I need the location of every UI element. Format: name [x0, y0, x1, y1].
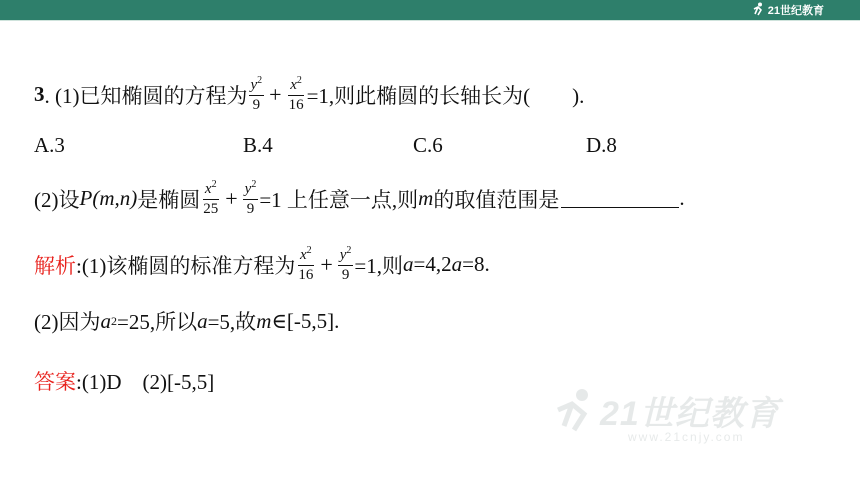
- plus-sign: +: [225, 185, 238, 211]
- plus-sign: +: [269, 81, 282, 107]
- analysis-line1-suffix-c: =8.: [462, 252, 490, 276]
- frac-den: 9: [252, 97, 261, 113]
- analysis-line1-suffix-b: =4,2: [413, 252, 452, 276]
- answer-line: [34, 366, 214, 396]
- analysis-line2-a: (2)因为: [34, 310, 101, 334]
- watermark: [548, 386, 838, 446]
- frac-den: 9: [246, 201, 255, 217]
- question-part2-mid: 是椭圆: [137, 187, 201, 212]
- question-part1-prefix: . (1)已知椭圆的方程为: [44, 83, 248, 108]
- fraction-y2-over-9: [249, 76, 265, 113]
- a-variable: a: [451, 252, 463, 276]
- frac-num-var: x: [204, 181, 212, 197]
- point-args: (m,n): [92, 186, 138, 210]
- frac-den: 25: [203, 201, 219, 217]
- a-variable: a: [100, 308, 111, 333]
- analysis-line1-suffix-a: =1,则: [354, 253, 404, 278]
- option-a: A.3: [34, 133, 65, 157]
- frac-den: 16: [298, 267, 314, 283]
- analysis-line2-b: =25,所以: [117, 310, 198, 334]
- period: .: [679, 186, 685, 210]
- question-part2-prefix: (2)设: [34, 187, 80, 212]
- header-bar: [0, 0, 860, 20]
- analysis-label: 解析: [34, 253, 76, 278]
- question-number: 3: [34, 82, 45, 106]
- runner-icon: [751, 2, 765, 19]
- frac-num-exp: 2: [296, 75, 302, 86]
- question-part2: [34, 180, 685, 217]
- analysis-line2: [34, 306, 339, 336]
- watermark-runner-icon: [552, 388, 596, 437]
- frac-num-exp: 2: [257, 75, 263, 86]
- a-exponent: 2: [111, 313, 117, 328]
- option-c: C.6: [413, 133, 443, 157]
- header-logo: [751, 1, 824, 19]
- analysis-line1-prefix: :(1)该椭圆的标准方程为: [76, 253, 296, 278]
- header-logo-text: 21世纪教育: [767, 5, 824, 17]
- m-variable: m: [418, 186, 434, 210]
- fraction-y2-over-9-c: [338, 246, 354, 283]
- analysis-line1: [34, 246, 490, 283]
- question-part2-suffix-a: =1 上任意一点,则: [259, 187, 419, 212]
- answer-text: :(1)D (2)[-5,5]: [76, 370, 215, 394]
- fraction-x2-over-16: [287, 76, 306, 113]
- question-part1: [34, 76, 584, 113]
- answer-label: 答案: [34, 370, 76, 394]
- analysis-line2-c: =5,故: [207, 310, 257, 334]
- option-d: D.8: [586, 133, 617, 157]
- fraction-x2-over-16-b: [296, 246, 315, 283]
- question-part1-suffix: =1,则此椭圆的长轴长为( ).: [306, 83, 585, 108]
- m-variable: m: [256, 308, 272, 333]
- frac-den: 16: [288, 97, 304, 113]
- fraction-y2-over-9-b: [243, 180, 259, 217]
- option-b: B.4: [243, 133, 273, 157]
- frac-num-var: y: [250, 77, 258, 93]
- frac-num-exp: 2: [211, 179, 217, 190]
- analysis-line2-d: ∈[-5,5].: [271, 308, 340, 333]
- answer-blank: [561, 189, 679, 208]
- a-variable: a: [403, 252, 414, 276]
- frac-num-var: x: [299, 247, 307, 263]
- frac-num-var: y: [339, 247, 347, 263]
- plus-sign: +: [320, 251, 333, 277]
- fraction-x2-over-25: [201, 180, 220, 217]
- question-part2-suffix-b: 的取值范围是: [433, 187, 560, 212]
- frac-num-exp: 2: [306, 245, 312, 256]
- point-label: P: [79, 186, 93, 210]
- a-variable: a: [197, 308, 208, 333]
- frac-num-exp: 2: [251, 179, 257, 190]
- watermark-text: 21世纪教育: [600, 395, 780, 433]
- frac-num-exp: 2: [346, 245, 352, 256]
- frac-num-var: y: [244, 181, 252, 197]
- frac-den: 9: [341, 267, 350, 283]
- frac-num-var: x: [290, 77, 297, 93]
- watermark-url: www.21cnjy.com: [628, 430, 745, 444]
- header-divider: [0, 20, 860, 21]
